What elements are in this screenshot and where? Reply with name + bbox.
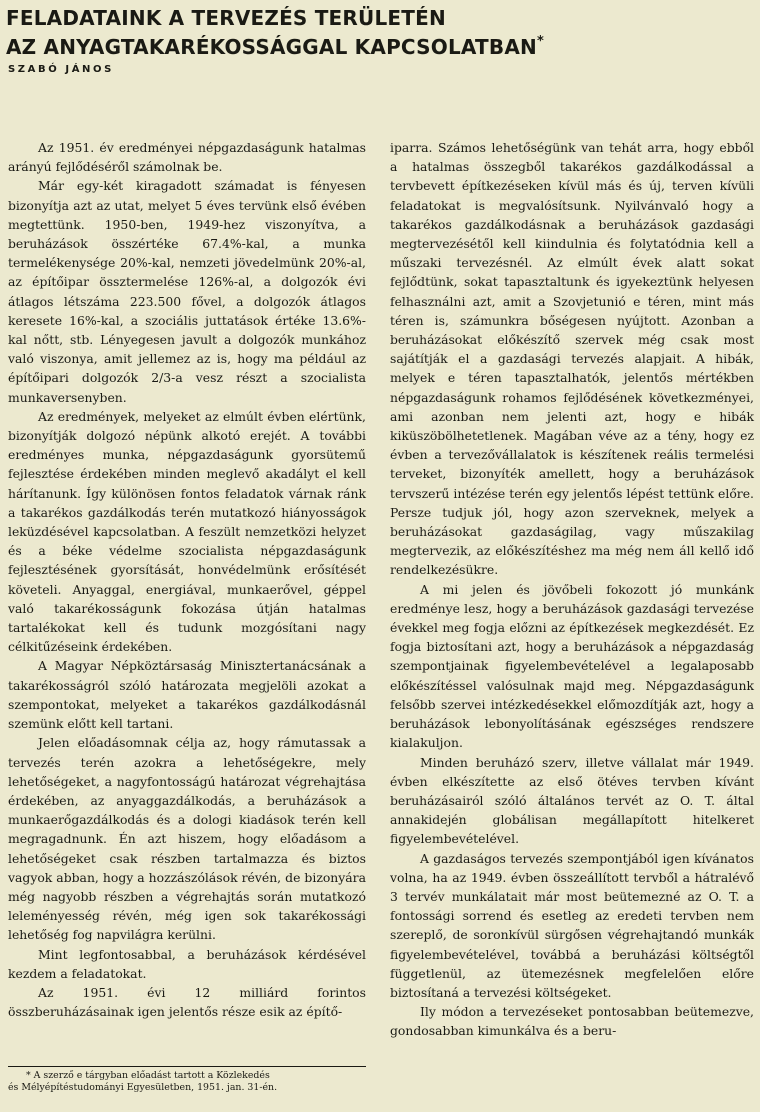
paragraph: A gazdaságos tervezés szempontjából igen kívánatos volna, ha az 1949. évben összeállított tervből a hátralévő 3 tervév munkálatait már most beütemezné az O. T. a fontossági sorrend és esetleg az eredeti tervben nem szereplő, de soronkívül sürgősen végrehajtandó munkák figyelembevételével, továbbá a beruházási költségtől függetlenül, az ütemezésnek megfelelően előre biztosítaná a tervezési költségeket.: [390, 850, 754, 1000]
paragraph: Az 1951. év eredményei népgazdaságunk hatalmas arányú fejlődéséről számolnak be.: [8, 140, 366, 175]
paragraph: Jelen előadásomnak célja az, hogy rámutassak a tervezés terén azokra a lehetőségekre, mely lehetőségeket, a nagyfontosságú határozat végrehajtása érdekében, az anyaggazdálkodás, a beruházások a munkaerőgazdálkodás és a dologi kiadások terén kell megragadnunk. Én azt hiszem, hogy előadásom a lehetőségeket csak részben tartalmazza és biztos vagyok abban, hogy a hozzászólások révén, de bizonyára még nagyobb részben a végrehajtás során mutatkozó leleményesség révén, még igen sok takarékossági lehetőség fog napvilágra kerülni.: [8, 735, 366, 943]
footnote-line-2: és Mélyépítéstudományi Egyesületben, 1951. jan. 31-én.: [8, 1082, 278, 1093]
title-footnote-mark: *: [536, 34, 544, 49]
paragraph: iparra. Számos lehetőségünk van tehát arra, hogy ebből a hatalmas összegből takarékos gazdálkodással a tervbevett építkezéseken kívül más és új, terven kívüli feladatokat is megvalósítsunk. Nyilvánvaló hogy a takarékos gazdálkodásnak a beruházások gazdasági megtervezésétől kell kiindulnia és folytatódnia kell a műszaki tervezésnél. Az elmúlt évek alatt sokat fejlődtünk, sokat tapasztaltunk és igyekeztünk helyesen felhasználni azt, amit a Szovjetunió e téren, mint más téren is, számunkra bőségesen nyújtott. Azonban a beruházásokat előkészítő szervek még csak most sajátítják el a gazdasági tervezés alapjait. A hibák, melyek e téren tapasztalhatók, jelentős mértékben népgazdaságunk rohamos fejlődésének következményei, ami azonban nem jelenti azt, hogy e hibák kiküszöbölhetetlenek. Magában véve az a tény, hogy ez évben a tervezővállalatok is készítenek reális termelési terveket, bizonyíték amellett, hogy a beruházások tervszerű intézése terén egy jelentős lépést tettünk előre. Persze tudjuk jól, hogy azon szerveknek, melyek a beruházásokat gazdaságilag, vagy műszakilag megtervezik, az előkészítéshez ma még nem áll kellő idő rendelkezésükre.: [390, 140, 754, 578]
paragraph: A mi jelen és jövőbeli fokozott jó munkánk eredménye lesz, hogy a beruházások gazdasági tervezése évekkel meg fogja előzni az építkezések megkezdését. Ez fogja biztosítani azt, hogy a beruházások a népgazdaság szempontjainak figyelembevételével a legalaposabb előkészítéssel valósulnak majd meg. Népgazdaságunk felsőbb szervei intézkedésekkel előmozdítják azt, hogy a beruházások lebonyolításának egészséges rendszere kialakuljon.: [390, 581, 754, 751]
right-column: [390, 138, 754, 1041]
title-line-1: FELADATAINK A TERVEZÉS TERÜLETÉN: [6, 6, 446, 30]
paragraph: Minden beruházó szerv, illetve vállalat már 1949. évben elkészítette az első ötéves tervben kívánt beruházásairól szóló általános tervét az O. T. által annakidején globálisan megállapított hitelkeret figyelembevételével.: [390, 754, 754, 847]
article-title: [6, 6, 754, 59]
paragraph: Már egy-két kiragadott számadat is fényesen bizonyítja azt az utat, melyet 5 éves tervünk első évében megtettünk. 1950-ben, 1949-hez viszonyítva, a beruházások összértéke 67.4%-kal, a munka termelékenysége 20%-kal, nemzeti jövedelmünk 20%-al, az építőipar össztermelése 126%-al, a dolgozók évi átlagos létszáma 223.500 fővel, a dolgozók átlagos keresete 16%-kal, a szociális juttatások értéke 13.6%-kal nőtt, stb. Lényegesen javult a dolgozók munkához való viszonya, amit jellemez az is, hogy ma például az építőipari dolgozók 2/3-a vesz részt a szocialista munkaversenyben.: [8, 178, 366, 405]
footnote: [8, 1066, 366, 1094]
article-author: SZABÓ JÁNOS: [8, 64, 114, 75]
paragraph: Mint legfontosabbal, a beruházások kérdésével kezdem a feladatokat.: [8, 946, 366, 981]
title-line-2-text: AZ ANYAGTAKARÉKOSSÁGGAL KAPCSOLATBAN: [6, 35, 537, 59]
paragraph: Az 1951. évi 12 milliárd forintos összberuházásainak igen jelentős része esik az építő-: [8, 984, 366, 1020]
paragraph: A Magyar Népköztársaság Minisztertanácsának a takarékosságról szóló határozata megjelöli azokat a szempontokat, melyeket a takarékos gazdálkodásnál szemünk előtt kell tartani.: [8, 658, 366, 732]
footnote-line-1: * A szerző e tárgyban előadást tartott a Közlekedés: [26, 1070, 270, 1081]
left-column: [8, 138, 366, 1021]
paragraph: Az eredmények, melyeket az elmúlt évben elértünk, bizonyítják dolgozó népünk alkotó erejét. A további eredményes munka, népgazdaságunk gyorsütemű fejlesztése érdekében minden meglevő akadályt el kell hárítanunk. Így különösen fontos feladatok várnak ránk a takarékos gazdálkodás terén mutatkozó hiányosságok leküzdésével kapcsolatban. A feszült nemzetközi helyzet és a béke védelme szocialista népgazdaságunk fejlesztésének gyorsítását, honvédelmünk erősítését követeli. Anyaggal, energiával, munkaerővel, géppel való takarékosságunk fokozása útján hatalmas tartalékokat kell és tudunk mozgósítani nagy célkitűzéseink érdekében.: [8, 408, 366, 655]
title-line-2: [6, 30, 754, 59]
paragraph: Ily módon a tervezéseket pontosabban beütemezve, gondosabban kimunkálva és a beru-: [390, 1004, 754, 1039]
